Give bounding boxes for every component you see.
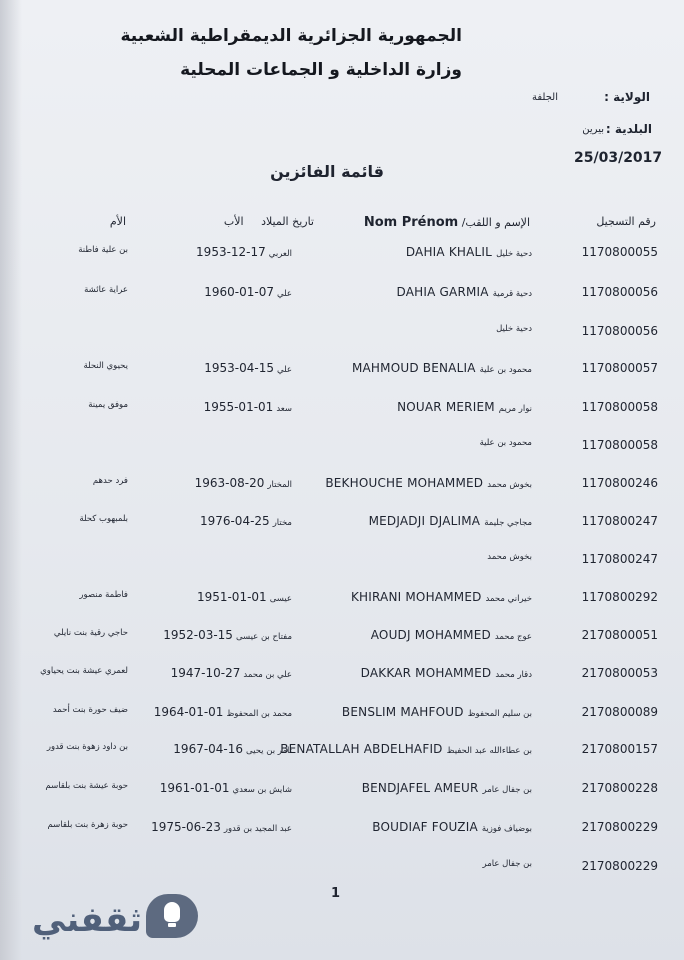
name-latin: DAHIA GARMIA: [396, 285, 489, 299]
name-arabic: دحية خليل: [496, 324, 532, 334]
registration-number: 1170800058: [581, 438, 658, 452]
name-latin: BENATALLAH ABDELHAFID: [280, 742, 443, 756]
table-row: [0, 781, 684, 803]
dob-cell: [195, 476, 292, 490]
mother-name: بن داود زهوة بنت قدور: [46, 742, 128, 752]
birth-date: 1976-04-25: [199, 514, 270, 528]
name-arabic: بن جفال عامر: [482, 859, 532, 869]
mother-name: حاجي رقية بنت نايلي: [53, 628, 128, 638]
registration-number: 1170800292: [581, 590, 658, 604]
name-arabic: عوج محمد: [494, 632, 532, 642]
table-row: [0, 361, 684, 383]
column-header-name-ar: الإسم و اللقب/: [461, 216, 530, 229]
name-arabic: محمود بن علية: [479, 365, 532, 375]
father-name: العربي: [268, 249, 292, 259]
table-row: [0, 552, 684, 574]
birth-date: 1947-10-27: [170, 666, 241, 680]
father-name: المختار: [267, 480, 292, 490]
lightbulb-icon: [164, 902, 180, 922]
mother-name: لعمري عيشة بنت يحياوي: [40, 666, 128, 676]
registration-number: 2170800089: [581, 705, 658, 719]
mother-name: موفق يمينة: [88, 400, 128, 410]
page-number: 1: [331, 886, 341, 901]
table-row: [0, 742, 684, 764]
name-arabic: بن سليم المحفوظ: [467, 709, 532, 719]
table-row: [0, 666, 684, 688]
watermark-text: ثقفني: [32, 900, 142, 940]
dob-cell: [160, 781, 292, 795]
table-row: [0, 400, 684, 422]
name-cell: [476, 438, 532, 448]
column-header-dob: [224, 215, 314, 228]
table-row: [0, 820, 684, 842]
dob-cell: [200, 514, 292, 528]
name-arabic: نوار مريم: [498, 404, 532, 414]
table-row: [0, 590, 684, 612]
list-title: قائمة الفائزين: [270, 162, 384, 181]
name-arabic: بن عطاءالله عبد الحفيظ: [446, 746, 532, 756]
name-arabic: بخوش محمد: [487, 480, 532, 490]
registration-number: 2170800229: [581, 859, 658, 873]
table-row: [0, 705, 684, 727]
name-cell: [362, 781, 532, 795]
registration-number: 2170800157: [581, 742, 658, 756]
baladia-value: بيرين: [582, 124, 604, 135]
father-name: شايش بن سعدي: [232, 785, 292, 795]
registration-number: 1170800057: [581, 361, 658, 375]
name-cell: [352, 361, 532, 375]
birth-date: 1967-04-16: [173, 742, 244, 756]
mother-name: بلمبهوب كحلة: [79, 514, 128, 524]
father-name: علي بن محمد: [243, 670, 292, 680]
dob-cell: [171, 666, 292, 680]
mother-name: حوبة عيشة بنت بلقاسم: [45, 781, 128, 791]
column-header-name-fr: Nom Prénom: [363, 215, 459, 230]
registration-number: 2170800051: [581, 628, 658, 642]
republic-header: الجمهورية الجزائرية الديمقراطية الشعبية: [120, 26, 462, 46]
father-name: علي: [277, 289, 292, 299]
registration-number: 1170800058: [581, 400, 658, 414]
name-latin: BENDJAFEL AMEUR: [361, 781, 479, 795]
name-latin: BENSLIM MAHFOUD: [341, 705, 464, 719]
name-arabic: دقار محمد: [495, 670, 532, 680]
name-cell: [397, 400, 532, 414]
column-header-father: الأب: [223, 215, 244, 228]
ministry-header: وزارة الداخلية و الجماعات المحلية: [180, 60, 462, 80]
birth-date: 1953-04-15: [204, 361, 275, 375]
father-name: مختار: [272, 518, 292, 528]
name-arabic: خيراني محمد: [485, 594, 532, 604]
name-latin: NOUAR MERIEM: [397, 400, 495, 414]
document-date: 25/03/2017: [574, 150, 663, 166]
dob-cell: [204, 361, 292, 375]
name-cell: [280, 742, 532, 756]
name-cell: [479, 859, 532, 869]
birth-date: 1961-01-01: [159, 781, 230, 795]
father-name: عيسى: [269, 594, 292, 604]
wilaya-label: الولاية :: [604, 90, 650, 104]
dob-cell: [204, 285, 292, 299]
name-latin: BOUDIAF FOUZIA: [372, 820, 478, 834]
name-arabic: بوضياف فوزية: [481, 824, 532, 834]
father-name: عبد المجيد بن قدور: [223, 824, 292, 834]
dob-cell: [197, 590, 292, 604]
mother-name: حوبة زهرة بنت بلقاسم: [47, 820, 128, 830]
name-cell: [369, 514, 532, 528]
name-arabic: دحية خليل: [496, 249, 532, 259]
column-header-dob-label: تاريخ الميلاد: [261, 215, 314, 228]
name-cell: [342, 705, 532, 719]
dob-cell: [151, 820, 292, 834]
name-cell: [397, 285, 532, 299]
name-cell: [325, 476, 532, 490]
dob-cell: [154, 705, 292, 719]
baladia-label: البلدية :: [605, 122, 652, 136]
name-cell: [351, 590, 532, 604]
name-latin: MAHMOUD BENALIA: [351, 361, 476, 375]
birth-date: 1952-03-15: [163, 628, 233, 642]
father-name: علي: [277, 365, 292, 375]
table-row: [0, 628, 684, 650]
father-name: مفتاح بن عيسى: [235, 632, 292, 642]
mother-name: فرد حدهم: [92, 476, 128, 486]
table-row: [0, 859, 684, 881]
mother-name: يحيوي النحلة: [83, 361, 128, 371]
birth-date: 1951-01-01: [196, 590, 267, 604]
registration-number: 1170800247: [581, 514, 658, 528]
name-arabic: مجاجي جليمة: [484, 518, 532, 528]
birth-date: 1964-01-01: [153, 705, 224, 719]
wilaya-value: الجلفة: [531, 92, 558, 103]
name-latin: MEDJADJI DJALIMA: [368, 514, 481, 528]
table-row: [0, 245, 684, 267]
table-row: [0, 476, 684, 498]
name-cell: [492, 324, 532, 334]
column-header-mother: الأم: [109, 215, 126, 228]
registration-number: 1170800055: [581, 245, 658, 259]
name-cell: [406, 245, 532, 259]
name-cell: [371, 628, 532, 642]
registration-number: 2170800229: [581, 820, 658, 834]
table-row: [0, 438, 684, 460]
name-arabic: محمود بن علية: [479, 438, 532, 448]
mother-name: ضيف حورة بنت أحمد: [52, 705, 128, 715]
watermark-logo: [8, 890, 208, 950]
name-cell: [483, 552, 532, 562]
table-row: [0, 285, 684, 307]
dob-cell: [163, 628, 292, 642]
table-row: [0, 514, 684, 536]
mother-name: عراية عائشة: [84, 285, 128, 295]
birth-date: 1953-12-17: [196, 245, 266, 259]
mother-name: فاطمة منصور: [79, 590, 128, 600]
birth-date: 1955-01-01: [203, 400, 274, 414]
name-latin: AOUDJ MOHAMMED: [370, 628, 491, 642]
name-arabic: بخوش محمد: [487, 552, 532, 562]
dob-cell: [204, 400, 292, 414]
name-latin: DAHIA KHALIL: [405, 245, 493, 259]
father-name: محمد بن المحفوظ: [226, 709, 292, 719]
registration-number: 2170800228: [581, 781, 658, 795]
dob-cell: [196, 245, 292, 259]
name-latin: BEKHOUCHE MOHAMMED: [325, 476, 484, 490]
registration-number: 1170800246: [581, 476, 658, 490]
name-latin: KHIRANI MOHAMMED: [350, 590, 482, 604]
column-header-reg: رقم التسجيل: [596, 215, 656, 228]
column-header-name: [364, 215, 530, 230]
registration-number: 1170800056: [581, 285, 658, 299]
name-latin: DAKKAR MOHAMMED: [360, 666, 492, 680]
father-name: سعد: [276, 404, 292, 414]
father-name: ثامر بن يحيى: [246, 746, 292, 756]
name-cell: [372, 820, 532, 834]
mother-name: بن علية فاطنة: [78, 245, 128, 255]
table-row: [0, 324, 684, 346]
name-cell: [361, 666, 532, 680]
registration-number: 1170800056: [581, 324, 658, 338]
name-arabic: بن جفال عامر: [482, 785, 532, 795]
registration-number: 1170800247: [581, 552, 658, 566]
birth-date: 1960-01-07: [204, 285, 275, 299]
dob-cell: [173, 742, 292, 756]
name-arabic: دحية قرمية: [492, 289, 532, 299]
birth-date: 1975-06-23: [151, 820, 221, 834]
birth-date: 1963-08-20: [194, 476, 265, 490]
registration-number: 2170800053: [581, 666, 658, 680]
